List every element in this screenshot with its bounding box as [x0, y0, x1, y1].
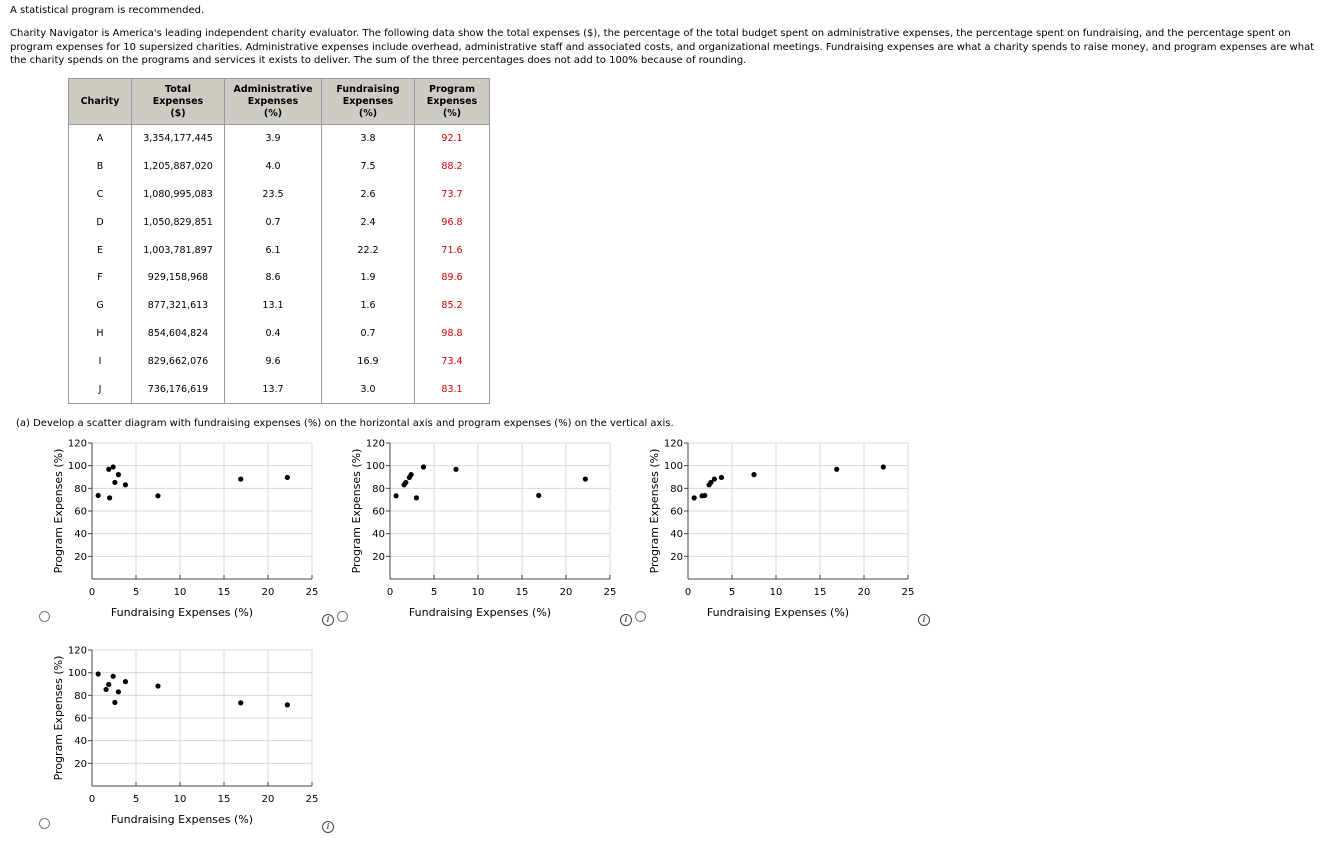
table-cell: 96.8: [415, 208, 490, 236]
y-tick-label: 20: [372, 551, 385, 563]
x-tick-label: 0: [88, 794, 96, 805]
table-cell: D: [69, 208, 132, 236]
table-cell: 88.2: [415, 153, 490, 181]
table-cell: 3.0: [322, 375, 415, 403]
table-cell: 22.2: [322, 236, 415, 264]
y-tick-label: 60: [74, 713, 87, 725]
x-axis-label: Fundraising Expenses (%): [110, 606, 254, 619]
x-tick-label: 25: [603, 587, 617, 598]
x-tick-label: 10: [173, 587, 187, 598]
x-tick-label: 5: [132, 794, 140, 805]
y-tick-label: 120: [67, 645, 87, 657]
x-tick-label: 0: [88, 587, 96, 598]
table-cell: G: [69, 292, 132, 320]
table-cell: 8.6: [225, 264, 322, 292]
data-point: [751, 472, 756, 477]
x-tick-label: 10: [471, 587, 485, 598]
y-axis-label: Program Expenses (%): [648, 448, 661, 574]
y-tick-label: 80: [74, 690, 87, 702]
data-point: [285, 475, 290, 480]
data-point: [96, 671, 101, 676]
data-point: [111, 464, 116, 469]
table-header: Total Expenses ($): [132, 79, 225, 125]
table-cell: 1,080,995,083: [132, 181, 225, 209]
x-tick-label: 20: [261, 794, 275, 805]
option-3-info-icon[interactable]: i: [918, 614, 930, 626]
data-point: [394, 493, 399, 498]
question-a: (a) Develop a scatter diagram with fundraising expenses (%) on the horizontal axis and program expenses (%) on the vertical axis.: [16, 418, 674, 429]
table-cell: 0.4: [225, 320, 322, 348]
table-cell: 4.0: [225, 153, 322, 181]
table-cell: 929,158,968: [132, 264, 225, 292]
y-tick-label: 20: [74, 551, 87, 563]
data-point: [238, 476, 243, 481]
table-cell: 92.1: [415, 125, 490, 153]
data-point: [123, 679, 128, 684]
y-tick-label: 100: [67, 461, 87, 473]
x-tick-label: 15: [217, 794, 231, 805]
data-point: [719, 475, 724, 480]
x-axis-label: Fundraising Expenses (%): [408, 606, 552, 619]
y-tick-label: 120: [663, 438, 683, 450]
data-point: [107, 495, 112, 500]
scatter-chart-4: [52, 646, 318, 827]
table-cell: 6.1: [225, 236, 322, 264]
x-tick-label: 5: [132, 587, 140, 598]
table-header: Administrative Expenses (%): [225, 79, 322, 125]
table-cell: 2.6: [322, 181, 415, 209]
table-cell: 85.2: [415, 292, 490, 320]
x-tick-label: 5: [430, 587, 438, 598]
y-tick-label: 60: [372, 506, 385, 518]
table-cell: 829,662,076: [132, 347, 225, 375]
y-tick-label: 60: [670, 506, 683, 518]
data-point: [834, 467, 839, 472]
y-tick-label: 100: [67, 668, 87, 680]
data-point: [155, 493, 160, 498]
table-cell: 0.7: [322, 320, 415, 348]
x-tick-label: 25: [305, 587, 319, 598]
y-tick-label: 100: [365, 461, 385, 473]
data-point: [103, 687, 108, 692]
notice-text: A statistical program is recommended.: [10, 5, 205, 16]
x-tick-label: 20: [857, 587, 871, 598]
table-cell: 16.9: [322, 347, 415, 375]
table-cell: B: [69, 153, 132, 181]
data-point: [116, 472, 121, 477]
x-tick-label: 20: [261, 587, 275, 598]
table-cell: 13.7: [225, 375, 322, 403]
data-point: [583, 476, 588, 481]
data-point: [409, 472, 414, 477]
x-tick-label: 0: [684, 587, 692, 598]
x-tick-label: 25: [305, 794, 319, 805]
table-cell: F: [69, 264, 132, 292]
y-axis-label: Program Expenses (%): [350, 448, 363, 574]
table-cell: A: [69, 125, 132, 153]
table-cell: 23.5: [225, 181, 322, 209]
data-point: [116, 689, 121, 694]
table-cell: 73.7: [415, 181, 490, 209]
table-cell: 736,176,619: [132, 375, 225, 403]
x-axis-label: Fundraising Expenses (%): [110, 813, 254, 826]
x-tick-label: 25: [901, 587, 915, 598]
data-point: [881, 464, 886, 469]
x-tick-label: 15: [515, 587, 529, 598]
x-tick-label: 10: [769, 587, 783, 598]
table-cell: 3.8: [322, 125, 415, 153]
table-cell: J: [69, 375, 132, 403]
y-axis-label: Program Expenses (%): [52, 655, 65, 781]
y-tick-label: 100: [663, 461, 683, 473]
data-point: [155, 683, 160, 688]
table-cell: 9.6: [225, 347, 322, 375]
y-tick-label: 60: [74, 506, 87, 518]
table-cell: 1.9: [322, 264, 415, 292]
x-tick-label: 15: [813, 587, 827, 598]
x-tick-label: 15: [217, 587, 231, 598]
table-cell: 1.6: [322, 292, 415, 320]
option-1-info-icon[interactable]: i: [322, 614, 334, 626]
data-point: [123, 482, 128, 487]
table-cell: 854,604,824: [132, 320, 225, 348]
option-2-info-icon[interactable]: i: [620, 614, 632, 626]
table-cell: E: [69, 236, 132, 264]
table-cell: 7.5: [322, 153, 415, 181]
data-point: [238, 700, 243, 705]
y-tick-label: 120: [67, 438, 87, 450]
table-header: Program Expenses (%): [415, 79, 490, 125]
y-tick-label: 80: [372, 483, 385, 495]
table-cell: 0.7: [225, 208, 322, 236]
data-point: [106, 467, 111, 472]
x-tick-label: 5: [728, 587, 736, 598]
table-cell: C: [69, 181, 132, 209]
y-tick-label: 120: [365, 438, 385, 450]
table-cell: 3.9: [225, 125, 322, 153]
table-header: Fundraising Expenses (%): [322, 79, 415, 125]
data-point: [285, 702, 290, 707]
data-point: [702, 493, 707, 498]
table-cell: 3,354,177,445: [132, 125, 225, 153]
data-point: [536, 493, 541, 498]
table-cell: 1,205,887,020: [132, 153, 225, 181]
y-tick-label: 20: [670, 551, 683, 563]
data-point: [692, 495, 697, 500]
x-tick-label: 0: [386, 587, 394, 598]
y-tick-label: 80: [74, 483, 87, 495]
data-point: [414, 495, 419, 500]
x-tick-label: 10: [173, 794, 187, 805]
scatter-chart-3: [648, 439, 914, 620]
data-point: [712, 476, 717, 481]
table-cell: 1,003,781,897: [132, 236, 225, 264]
table-cell: 71.6: [415, 236, 490, 264]
table-cell: 1,050,829,851: [132, 208, 225, 236]
y-tick-label: 40: [372, 529, 385, 541]
y-tick-label: 20: [74, 758, 87, 770]
y-tick-label: 80: [670, 483, 683, 495]
option-4-info-icon[interactable]: i: [322, 821, 334, 833]
table-cell: 2.4: [322, 208, 415, 236]
table-cell: I: [69, 347, 132, 375]
data-point: [96, 493, 101, 498]
problem-intro: Charity Navigator is America's leading independent charity evaluator. The following data show the total expenses ($), the percentage of the total budget spent on administrative expenses, the percentage spent on fundraising, and the percentage spent on program expenses for 10 supersized charities. Administrative expenses include overhead, administrative staff and associated costs, and organizational meetings. Fundraising expenses are what a charity spends to raise money, and program expenses are what the charity spends on the programs and services it exists to deliver. The sum of the three percentages does not add to 100% because of rounding.: [10, 28, 1315, 67]
y-tick-label: 40: [74, 736, 87, 748]
table-header: Charity: [69, 79, 132, 125]
data-point: [421, 464, 426, 469]
x-tick-label: 20: [559, 587, 573, 598]
y-tick-label: 40: [670, 529, 683, 541]
y-axis-label: Program Expenses (%): [52, 448, 65, 574]
scatter-chart-2: [350, 439, 616, 620]
data-point: [112, 700, 117, 705]
data-point: [453, 467, 458, 472]
x-axis-label: Fundraising Expenses (%): [706, 606, 850, 619]
table-cell: 73.4: [415, 347, 490, 375]
table-cell: 89.6: [415, 264, 490, 292]
scatter-chart-1: [52, 439, 318, 620]
table-cell: 83.1: [415, 375, 490, 403]
table-cell: 877,321,613: [132, 292, 225, 320]
y-tick-label: 40: [74, 529, 87, 541]
table-cell: 98.8: [415, 320, 490, 348]
data-point: [112, 480, 117, 485]
data-point: [106, 682, 111, 687]
table-cell: 13.1: [225, 292, 322, 320]
data-point: [403, 480, 408, 485]
data-point: [111, 674, 116, 679]
table-cell: H: [69, 320, 132, 348]
